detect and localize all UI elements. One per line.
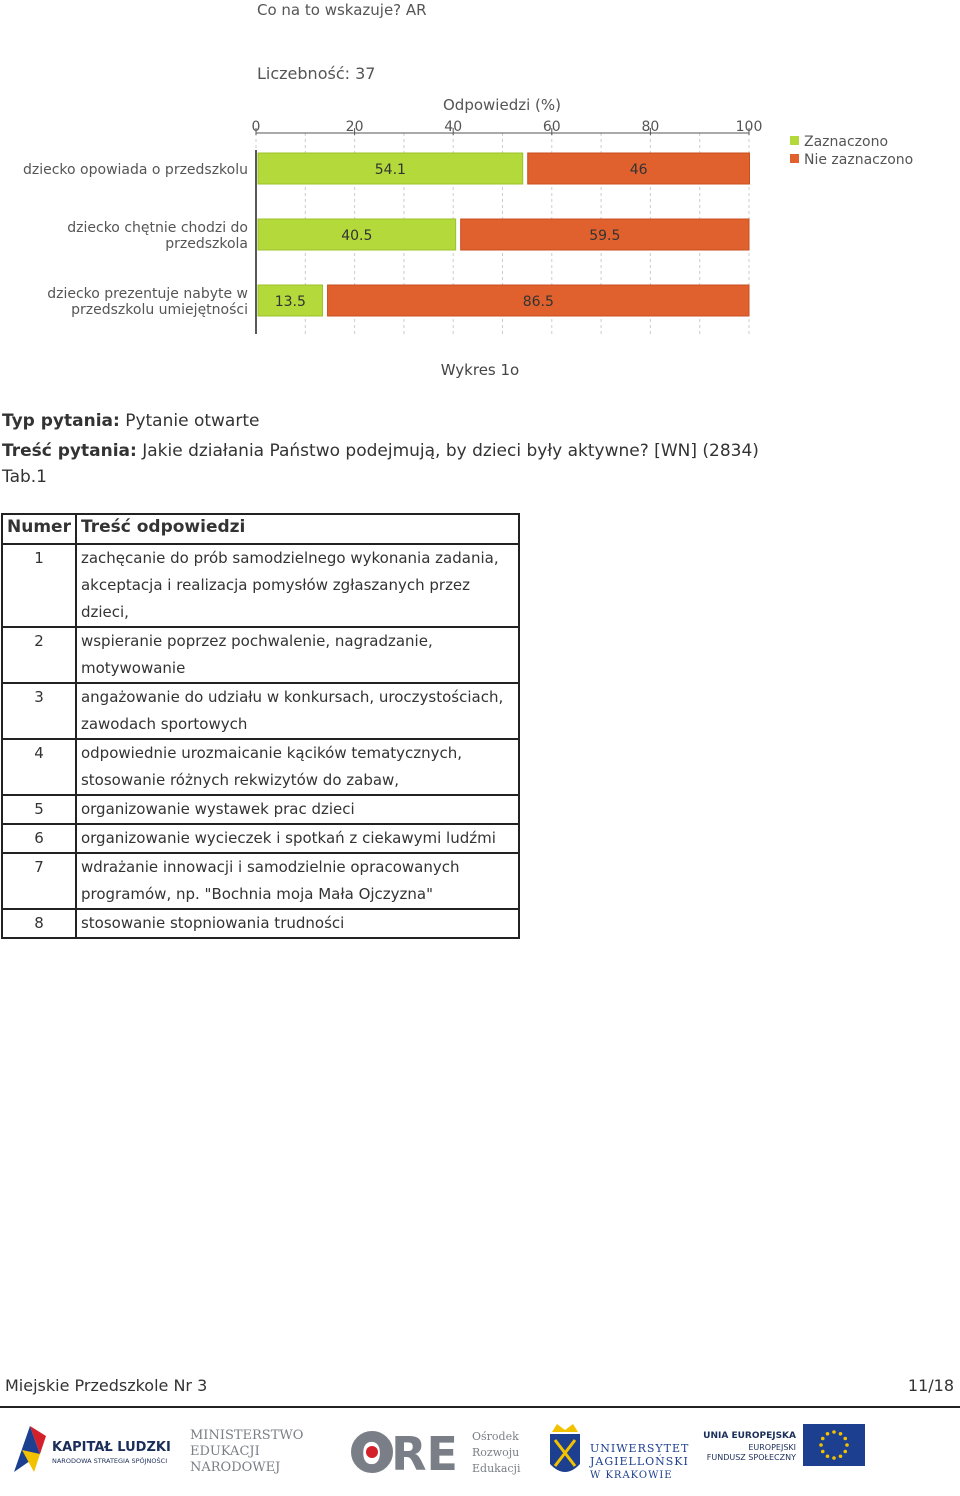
bar-value-label-not-selected-3: 86.5 (522, 294, 554, 310)
category-label-3-line-2: przedszkolu umiejętności (71, 302, 248, 318)
answer-line: zawodach sportowych (80, 715, 248, 733)
row-number: 5 (2, 795, 76, 824)
table-row (2, 683, 519, 739)
x-axis-title: Odpowiedzi (%) (443, 96, 561, 114)
category-label-2-line-2: przedszkola (165, 236, 248, 252)
answer-line: programów, np. "Bochnia moja Mała Ojczyzna" (80, 885, 434, 903)
ore-line-3: Edukacji (472, 1462, 521, 1475)
category-label-2-line-1: dziecko chętnie chodzi do (67, 220, 248, 236)
category-label-3-line-1: dziecko prezentuje nabyte w (47, 286, 248, 302)
kl-sub-text: NARODOWA STRATEGIA SPÓJNOŚCI (52, 1457, 168, 1465)
chart-count-label: Liczebność: 37 (257, 64, 376, 83)
table-header-row (2, 514, 519, 544)
logo-strip (0, 1414, 960, 1496)
question-type-label: Typ pytania: (2, 411, 120, 431)
tick-label-80: 80 (641, 119, 660, 135)
answer-line: stosowanie stopniowania trudności (80, 914, 345, 932)
row-answer (76, 739, 519, 795)
answer-line: motywowanie (80, 659, 186, 677)
stacked-bar-chart (0, 0, 960, 340)
tick-label-0: 0 (251, 119, 261, 135)
legend-label-not-selected: Nie zaznaczono (804, 152, 914, 168)
legend-swatch-not-selected (790, 154, 799, 163)
answers-table (1, 513, 520, 939)
legend (790, 134, 913, 168)
eu-star-icon (845, 1443, 849, 1447)
footer-page-number: 11/18 (907, 1376, 954, 1395)
men-logo (190, 1428, 303, 1475)
question-content-value: Jakie działania Państwo podejmują, by dzieci były aktywne? [WN] (2834) (142, 441, 759, 461)
table-row (2, 627, 519, 683)
header-answer: Treść odpowiedzi (76, 514, 519, 544)
eu-line-2: EUROPEJSKI (748, 1443, 796, 1452)
answer-line: stosowanie różnych rekwizytów do zabaw, (80, 771, 400, 789)
eu-star-icon (826, 1432, 830, 1436)
uj-line-3: W KRAKOWIE (590, 1470, 673, 1481)
table-row (2, 544, 519, 627)
bar-value-label-selected-2: 40.5 (341, 228, 373, 244)
answer-line: organizowanie wycieczek i spotkań z ciekawymi ludźmi (80, 829, 496, 847)
row-answer (76, 853, 519, 909)
row-answer (76, 683, 519, 739)
answer-line: angażowanie do udziału w konkursach, uroczystościach, (80, 688, 504, 706)
answer-line: akceptacja i realizacja pomysłów zgłaszanych przez (80, 576, 471, 594)
row-answer (76, 909, 519, 938)
header-number: Numer (2, 514, 76, 544)
answer-line: wspieranie poprzez pochwalenie, nagradzanie, (80, 632, 433, 650)
uj-logo (550, 1424, 689, 1481)
bar-value-label-selected-3: 13.5 (274, 294, 306, 310)
table-row (2, 795, 519, 824)
men-line-1: MINISTERSTWO (190, 1428, 304, 1443)
table-row (2, 853, 519, 909)
row-number: 1 (2, 544, 76, 627)
table-body (2, 544, 519, 938)
men-line-2: EDUKACJI (190, 1444, 260, 1459)
row-number: 2 (2, 627, 76, 683)
eu-star-icon (843, 1450, 847, 1454)
answer-line: odpowiednie urozmaicanie kącików tematycznych, (80, 744, 463, 762)
ore-mark-text: ORE (352, 1427, 458, 1481)
footer-divider (0, 1406, 960, 1408)
category-label-1-line-1: dziecko opowiada o przedszkolu (23, 162, 248, 178)
x-axis-ticks (252, 119, 763, 135)
legend-label-selected: Zaznaczono (804, 134, 889, 150)
table-row (2, 824, 519, 853)
eu-star-icon (819, 1443, 823, 1447)
tick-label-60: 60 (542, 119, 561, 135)
uj-line-2: JAGIELLOŃSKI (590, 1455, 689, 1468)
kl-main-text: KAPITAŁ LUDZKI (52, 1440, 171, 1455)
question-type-value: Pytanie otwarte (125, 411, 260, 431)
eu-line-3: FUNDUSZ SPOŁECZNY (706, 1453, 796, 1462)
bar-value-label-not-selected-1: 46 (629, 162, 648, 178)
table-label: Tab.1 (2, 467, 47, 487)
eu-star-icon (832, 1430, 836, 1434)
table-row (2, 739, 519, 795)
eu-star-icon (826, 1454, 830, 1458)
question-type-line (2, 411, 259, 431)
bars (258, 153, 749, 316)
row-answer (76, 544, 519, 627)
bar-value-label-not-selected-2: 59.5 (589, 228, 621, 244)
tick-label-40: 40 (444, 119, 463, 135)
answer-line: organizowanie wystawek prac dzieci (80, 800, 355, 818)
eu-star-icon (821, 1450, 825, 1454)
row-number: 7 (2, 853, 76, 909)
row-number: 4 (2, 739, 76, 795)
row-number: 8 (2, 909, 76, 938)
eu-star-icon (832, 1456, 836, 1460)
uj-line-1: UNIWERSYTET (590, 1442, 690, 1455)
row-answer (76, 795, 519, 824)
answer-line: dzieci, (80, 603, 129, 621)
bar-value-label-selected-1: 54.1 (374, 162, 406, 178)
ore-line-1: Ośrodek (472, 1430, 519, 1443)
eu-star-icon (821, 1437, 825, 1441)
tick-label-100: 100 (735, 119, 763, 135)
row-answer (76, 627, 519, 683)
question-content-line (2, 441, 759, 461)
row-answer (76, 824, 519, 853)
category-labels (23, 162, 248, 318)
ore-line-2: Rozwoju (472, 1446, 520, 1459)
eu-line-1: UNIA EUROPEJSKA (703, 1431, 796, 1441)
eu-star-icon (843, 1437, 847, 1441)
kapital-ludzki-logo (14, 1426, 171, 1472)
eu-star-icon (839, 1432, 843, 1436)
ore-logo (352, 1427, 521, 1481)
row-number: 3 (2, 683, 76, 739)
row-number: 6 (2, 824, 76, 853)
answer-line: zachęcanie do prób samodzielnego wykonania zadania, (80, 549, 499, 567)
eu-logo (703, 1424, 865, 1466)
table-row (2, 909, 519, 938)
question-content-label: Treść pytania: (2, 441, 137, 461)
legend-swatch-selected (790, 136, 799, 145)
answer-line: wdrażanie innowacji i samodzielnie opracowanych (80, 858, 460, 876)
tick-label-20: 20 (345, 119, 364, 135)
eu-star-icon (839, 1454, 843, 1458)
men-line-3: NARODOWEJ (190, 1460, 281, 1475)
footer-school-name: Miejskie Przedszkole Nr 3 (5, 1376, 208, 1395)
chart-question-title: Co na to wskazuje? AR (257, 1, 427, 19)
chart-caption: Wykres 1o (440, 361, 520, 379)
